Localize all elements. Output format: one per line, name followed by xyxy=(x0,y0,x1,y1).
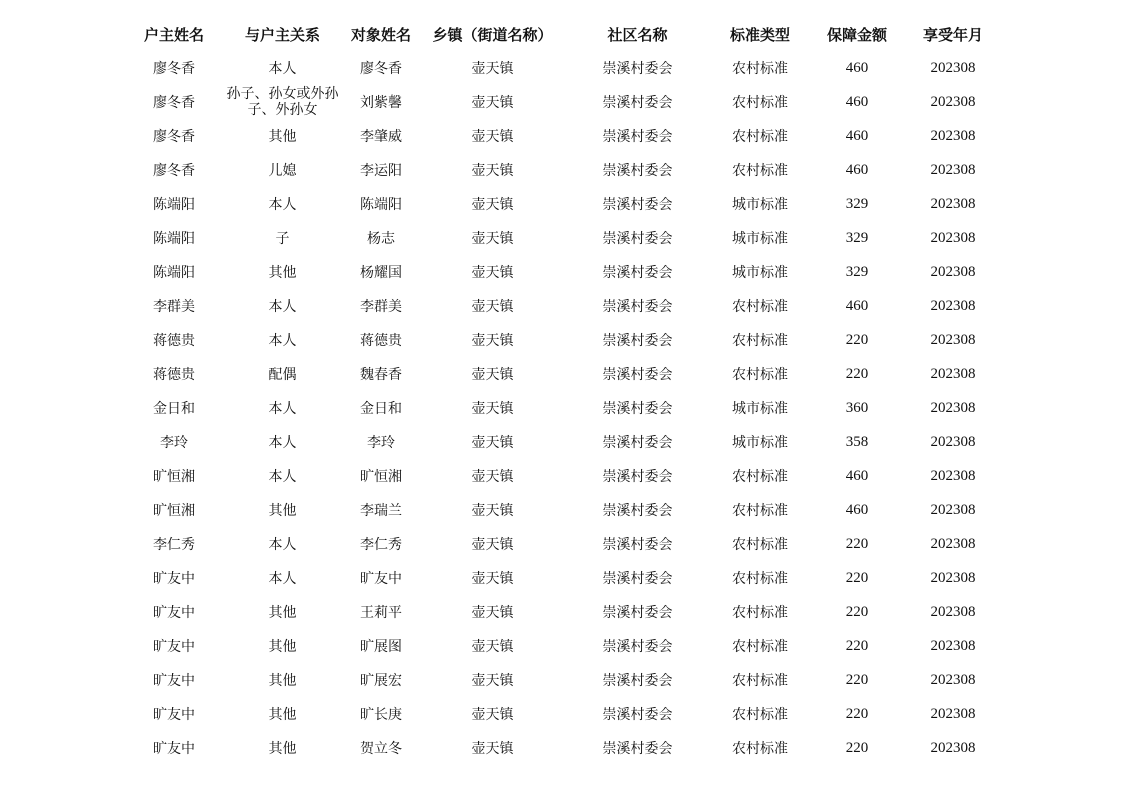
cell-benefit-month: 202308 xyxy=(930,671,976,688)
header-recipient-name: 对象姓名 xyxy=(350,25,411,44)
cell-benefit-month: 202308 xyxy=(930,399,976,416)
cell-standard-type: 农村标准 xyxy=(732,571,788,587)
cell-relation: 本人 xyxy=(268,571,297,587)
cell-township: 壶天镇 xyxy=(471,333,514,349)
cell-householder-name: 旷友中 xyxy=(153,707,195,723)
cell-relation: 本人 xyxy=(268,197,297,213)
cell-township: 壶天镇 xyxy=(471,435,514,451)
cell-township: 壶天镇 xyxy=(471,469,514,485)
cell-benefit-month: 202308 xyxy=(930,331,976,348)
cell-benefit-month: 202308 xyxy=(930,739,976,756)
cell-subsidy-amount: 220 xyxy=(845,739,869,756)
cell-recipient-name: 李运阳 xyxy=(360,163,402,179)
cell-community-name: 崇溪村委会 xyxy=(602,367,673,383)
cell-subsidy-amount: 360 xyxy=(845,399,869,416)
header-community-name: 社区名称 xyxy=(607,25,668,44)
cell-benefit-month: 202308 xyxy=(930,93,976,110)
cell-householder-name: 蒋德贵 xyxy=(153,333,195,349)
cell-relation: 其他 xyxy=(268,129,297,145)
cell-benefit-month: 202308 xyxy=(930,127,976,144)
cell-recipient-name: 李瑞兰 xyxy=(360,503,402,519)
cell-householder-name: 陈端阳 xyxy=(153,231,195,247)
cell-recipient-name: 刘紫馨 xyxy=(360,95,402,111)
table-row xyxy=(129,731,1006,765)
cell-relation: 本人 xyxy=(268,435,297,451)
cell-householder-name: 金日和 xyxy=(153,401,195,417)
cell-township: 壶天镇 xyxy=(471,197,514,213)
cell-benefit-month: 202308 xyxy=(930,161,976,178)
cell-relation: 配偶 xyxy=(268,367,297,383)
cell-community-name: 崇溪村委会 xyxy=(602,537,673,553)
table-row xyxy=(129,527,1006,561)
cell-subsidy-amount: 460 xyxy=(845,59,869,76)
cell-subsidy-amount: 220 xyxy=(845,705,869,722)
cell-community-name: 崇溪村委会 xyxy=(602,265,673,281)
cell-township: 壶天镇 xyxy=(471,503,514,519)
table-body xyxy=(129,51,1006,765)
cell-relation: 儿媳 xyxy=(268,163,297,179)
cell-community-name: 崇溪村委会 xyxy=(602,605,673,621)
cell-standard-type: 农村标准 xyxy=(732,707,788,723)
cell-subsidy-amount: 220 xyxy=(845,603,869,620)
cell-recipient-name: 廖冬香 xyxy=(360,61,402,77)
cell-township: 壶天镇 xyxy=(471,401,514,417)
table-row xyxy=(129,357,1006,391)
cell-benefit-month: 202308 xyxy=(930,467,976,484)
cell-benefit-month: 202308 xyxy=(930,433,976,450)
cell-standard-type: 城市标准 xyxy=(732,231,788,247)
header-subsidy-amount: 保障金额 xyxy=(826,25,887,44)
cell-benefit-month: 202308 xyxy=(930,263,976,280)
table-row xyxy=(129,187,1006,221)
cell-recipient-name: 旷展宏 xyxy=(360,673,402,689)
cell-township: 壶天镇 xyxy=(471,571,514,587)
cell-community-name: 崇溪村委会 xyxy=(602,197,673,213)
subsidy-recipients-table xyxy=(129,17,1006,765)
cell-subsidy-amount: 220 xyxy=(845,535,869,552)
cell-standard-type: 农村标准 xyxy=(732,469,788,485)
cell-township: 壶天镇 xyxy=(471,367,514,383)
table-row xyxy=(129,493,1006,527)
cell-standard-type: 农村标准 xyxy=(732,503,788,519)
cell-relation: 本人 xyxy=(268,401,297,417)
cell-relation: 孙子、孙女或外孙子、外孙女 xyxy=(226,86,339,118)
cell-benefit-month: 202308 xyxy=(930,603,976,620)
table-row xyxy=(129,391,1006,425)
cell-householder-name: 李仁秀 xyxy=(153,537,195,553)
cell-relation: 其他 xyxy=(268,605,297,621)
table-row xyxy=(129,51,1006,85)
cell-subsidy-amount: 220 xyxy=(845,569,869,586)
cell-relation: 其他 xyxy=(268,707,297,723)
cell-subsidy-amount: 460 xyxy=(845,127,869,144)
table-row xyxy=(129,85,1006,119)
cell-community-name: 崇溪村委会 xyxy=(602,639,673,655)
cell-benefit-month: 202308 xyxy=(930,637,976,654)
cell-community-name: 崇溪村委会 xyxy=(602,707,673,723)
cell-householder-name: 旷恒湘 xyxy=(153,503,195,519)
table-row xyxy=(129,561,1006,595)
cell-standard-type: 农村标准 xyxy=(732,61,788,77)
cell-recipient-name: 李肇威 xyxy=(360,129,402,145)
cell-householder-name: 旷友中 xyxy=(153,605,195,621)
cell-recipient-name: 贺立冬 xyxy=(360,741,402,757)
cell-community-name: 崇溪村委会 xyxy=(602,299,673,315)
cell-township: 壶天镇 xyxy=(471,299,514,315)
cell-township: 壶天镇 xyxy=(471,537,514,553)
cell-relation: 其他 xyxy=(268,503,297,519)
cell-subsidy-amount: 329 xyxy=(845,263,869,280)
cell-householder-name: 李玲 xyxy=(160,435,188,451)
header-relation-to-householder: 与户主关系 xyxy=(244,25,320,44)
cell-community-name: 崇溪村委会 xyxy=(602,61,673,77)
cell-recipient-name: 李仁秀 xyxy=(360,537,402,553)
cell-recipient-name: 旷友中 xyxy=(360,571,402,587)
cell-standard-type: 农村标准 xyxy=(732,367,788,383)
table-row xyxy=(129,663,1006,697)
cell-benefit-month: 202308 xyxy=(930,569,976,586)
cell-recipient-name: 旷展图 xyxy=(360,639,402,655)
cell-community-name: 崇溪村委会 xyxy=(602,503,673,519)
cell-recipient-name: 魏春香 xyxy=(360,367,402,383)
cell-standard-type: 农村标准 xyxy=(732,673,788,689)
cell-recipient-name: 杨耀国 xyxy=(360,265,402,281)
cell-householder-name: 廖冬香 xyxy=(153,95,195,111)
cell-township: 壶天镇 xyxy=(471,231,514,247)
cell-township: 壶天镇 xyxy=(471,95,514,111)
cell-standard-type: 农村标准 xyxy=(732,129,788,145)
cell-benefit-month: 202308 xyxy=(930,365,976,382)
cell-community-name: 崇溪村委会 xyxy=(602,333,673,349)
cell-community-name: 崇溪村委会 xyxy=(602,231,673,247)
header-township: 乡镇（街道名称） xyxy=(432,25,553,44)
cell-subsidy-amount: 460 xyxy=(845,501,869,518)
cell-subsidy-amount: 220 xyxy=(845,331,869,348)
cell-householder-name: 廖冬香 xyxy=(153,163,195,179)
table-row xyxy=(129,119,1006,153)
cell-householder-name: 廖冬香 xyxy=(153,129,195,145)
cell-benefit-month: 202308 xyxy=(930,705,976,722)
cell-community-name: 崇溪村委会 xyxy=(602,571,673,587)
cell-standard-type: 农村标准 xyxy=(732,537,788,553)
table-row xyxy=(129,255,1006,289)
cell-benefit-month: 202308 xyxy=(930,229,976,246)
cell-township: 壶天镇 xyxy=(471,605,514,621)
cell-relation: 子 xyxy=(275,231,290,247)
cell-householder-name: 旷友中 xyxy=(153,571,195,587)
table-row xyxy=(129,153,1006,187)
cell-township: 壶天镇 xyxy=(471,639,514,655)
cell-subsidy-amount: 460 xyxy=(845,297,869,314)
cell-standard-type: 农村标准 xyxy=(732,95,788,111)
cell-township: 壶天镇 xyxy=(471,61,514,77)
table-header xyxy=(129,17,1006,51)
cell-relation: 本人 xyxy=(268,61,297,77)
cell-community-name: 崇溪村委会 xyxy=(602,95,673,111)
cell-standard-type: 农村标准 xyxy=(732,333,788,349)
cell-standard-type: 城市标准 xyxy=(732,401,788,417)
cell-standard-type: 农村标准 xyxy=(732,299,788,315)
cell-recipient-name: 王莉平 xyxy=(360,605,402,621)
cell-township: 壶天镇 xyxy=(471,129,514,145)
cell-standard-type: 农村标准 xyxy=(732,605,788,621)
cell-householder-name: 陈端阳 xyxy=(153,265,195,281)
cell-standard-type: 农村标准 xyxy=(732,741,788,757)
cell-community-name: 崇溪村委会 xyxy=(602,435,673,451)
header-benefit-month: 享受年月 xyxy=(922,25,983,44)
cell-subsidy-amount: 220 xyxy=(845,637,869,654)
cell-householder-name: 旷友中 xyxy=(153,673,195,689)
cell-recipient-name: 旷恒湘 xyxy=(360,469,402,485)
cell-recipient-name: 金日和 xyxy=(360,401,402,417)
cell-subsidy-amount: 460 xyxy=(845,93,869,110)
cell-community-name: 崇溪村委会 xyxy=(602,129,673,145)
cell-township: 壶天镇 xyxy=(471,163,514,179)
cell-householder-name: 旷友中 xyxy=(153,639,195,655)
cell-subsidy-amount: 220 xyxy=(845,365,869,382)
cell-standard-type: 城市标准 xyxy=(732,265,788,281)
cell-benefit-month: 202308 xyxy=(930,535,976,552)
cell-subsidy-amount: 329 xyxy=(845,229,869,246)
table-row xyxy=(129,425,1006,459)
header-standard-type: 标准类型 xyxy=(729,25,790,44)
cell-benefit-month: 202308 xyxy=(930,59,976,76)
header-row xyxy=(129,17,1006,51)
cell-householder-name: 旷友中 xyxy=(153,741,195,757)
cell-subsidy-amount: 220 xyxy=(845,671,869,688)
cell-recipient-name: 李玲 xyxy=(367,435,395,451)
cell-relation: 其他 xyxy=(268,741,297,757)
cell-recipient-name: 蒋德贵 xyxy=(360,333,402,349)
cell-relation: 本人 xyxy=(268,537,297,553)
table-row xyxy=(129,459,1006,493)
cell-standard-type: 城市标准 xyxy=(732,197,788,213)
cell-recipient-name: 陈端阳 xyxy=(360,197,402,213)
cell-subsidy-amount: 358 xyxy=(845,433,869,450)
cell-subsidy-amount: 460 xyxy=(845,467,869,484)
cell-relation: 其他 xyxy=(268,265,297,281)
cell-standard-type: 农村标准 xyxy=(732,639,788,655)
cell-recipient-name: 杨志 xyxy=(367,231,395,247)
cell-standard-type: 城市标准 xyxy=(732,435,788,451)
cell-community-name: 崇溪村委会 xyxy=(602,741,673,757)
cell-subsidy-amount: 460 xyxy=(845,161,869,178)
cell-recipient-name: 旷长庚 xyxy=(360,707,402,723)
cell-benefit-month: 202308 xyxy=(930,297,976,314)
table-row xyxy=(129,323,1006,357)
cell-township: 壶天镇 xyxy=(471,673,514,689)
header-householder-name: 户主姓名 xyxy=(143,25,204,44)
cell-householder-name: 陈端阳 xyxy=(153,197,195,213)
cell-householder-name: 廖冬香 xyxy=(153,61,195,77)
cell-township: 壶天镇 xyxy=(471,707,514,723)
cell-subsidy-amount: 329 xyxy=(845,195,869,212)
cell-householder-name: 蒋德贵 xyxy=(153,367,195,383)
table-row xyxy=(129,595,1006,629)
cell-recipient-name: 李群美 xyxy=(360,299,402,315)
table-row xyxy=(129,697,1006,731)
cell-benefit-month: 202308 xyxy=(930,501,976,518)
cell-community-name: 崇溪村委会 xyxy=(602,673,673,689)
cell-relation: 其他 xyxy=(268,673,297,689)
cell-relation: 本人 xyxy=(268,469,297,485)
cell-relation: 本人 xyxy=(268,333,297,349)
cell-standard-type: 农村标准 xyxy=(732,163,788,179)
cell-township: 壶天镇 xyxy=(471,265,514,281)
cell-benefit-month: 202308 xyxy=(930,195,976,212)
cell-householder-name: 旷恒湘 xyxy=(153,469,195,485)
table-row xyxy=(129,289,1006,323)
cell-community-name: 崇溪村委会 xyxy=(602,401,673,417)
cell-community-name: 崇溪村委会 xyxy=(602,469,673,485)
table-row xyxy=(129,221,1006,255)
cell-community-name: 崇溪村委会 xyxy=(602,163,673,179)
cell-township: 壶天镇 xyxy=(471,741,514,757)
table-row xyxy=(129,629,1006,663)
cell-householder-name: 李群美 xyxy=(153,299,195,315)
cell-relation: 其他 xyxy=(268,639,297,655)
cell-relation: 本人 xyxy=(268,299,297,315)
